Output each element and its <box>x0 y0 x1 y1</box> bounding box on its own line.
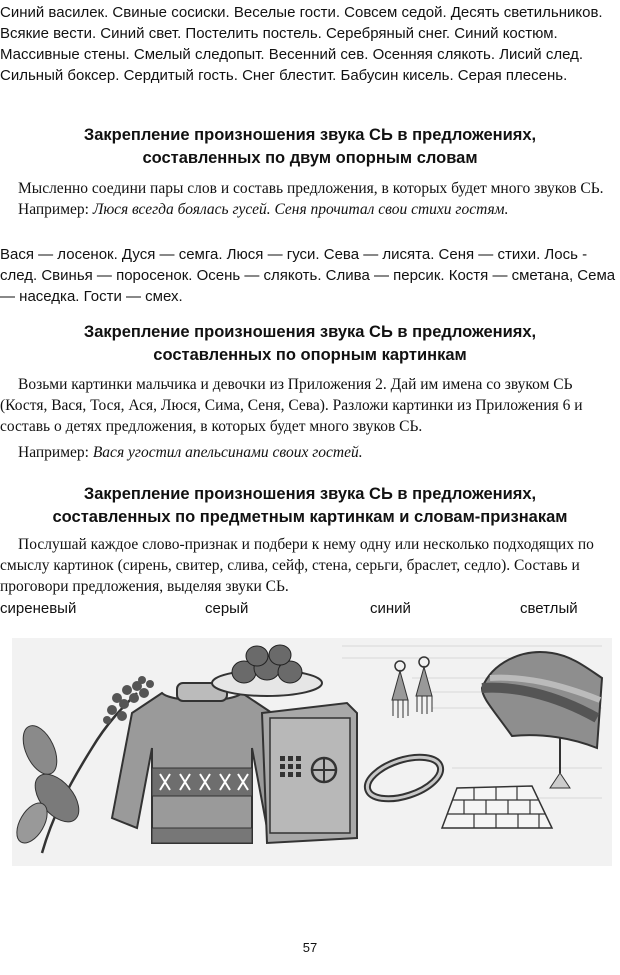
section2-example-label: Например: <box>18 444 89 461</box>
adjective-row <box>0 600 620 622</box>
brick-wall-icon <box>442 786 552 828</box>
objects-illustration <box>12 638 612 866</box>
section1-heading-line2: составленных по двум опорным словам <box>142 149 478 167</box>
section3-instruction: Послушай каждое слово-признак и подбери к нему одну или несколько подходящих по смыслу картинок (сирень, свитер, слива, сейф, стена, серьги, браслет, седло). Составь и проговори предложения, выделяя звуки СЬ. <box>0 536 594 595</box>
section2-instruction: Возьми картинки мальчика и девочки из Приложения 2. Дай им имена со звуком СЬ (Костя, Вася, Тося, Ася, Люся, Сима, Сеня, Сева). Разложи картинки из Приложения 6 и составь о детях предложения, в которых будет много звуков СЬ. <box>0 376 583 435</box>
section1-body <box>0 178 620 220</box>
section1-heading <box>0 124 620 170</box>
section1-heading-line1: Закрепление произношения звука СЬ в предложениях, <box>83 126 537 144</box>
section3-heading <box>0 483 620 529</box>
section2-example-text: Вася угостил апельсинами своих гостей. <box>92 444 363 461</box>
section2-heading <box>0 321 620 367</box>
adjective-word: сиреневый <box>0 600 77 617</box>
section1-example-label: Например: <box>18 201 89 218</box>
section2-heading-line1: Закрепление произношения звука СЬ в предложениях, <box>83 323 537 341</box>
adjective-word: серый <box>205 600 249 617</box>
intro-paragraph-block <box>0 2 620 86</box>
section3-body <box>0 534 620 597</box>
adjective-word: синий <box>370 600 411 617</box>
section1-pairs-block <box>0 244 620 307</box>
section2-example-block <box>0 442 620 463</box>
section2-example <box>0 442 620 463</box>
section1-example-text: Люся всегда боялась гусей. Сеня прочитал свои стихи гостям. <box>92 201 509 218</box>
section2-heading-line2: составленных по опорным картинкам <box>153 346 467 364</box>
page-number: 57 <box>302 940 318 955</box>
section1-instruction: Мысленно соедини пары слов и составь предложения, в которых будет много звуков СЬ. <box>18 180 604 197</box>
section1-example <box>0 199 620 220</box>
section2-body <box>0 374 620 437</box>
section3-heading-line1: Закрепление произношения звука СЬ в предложениях, <box>83 485 537 503</box>
safe-icon <box>262 703 357 843</box>
intro-paragraph: Синий василек. Свиные сосиски. Веселые гости. Совсем седой. Десять светильников. Всякие вести. Синий свет. Постелить постель. Серебряный снег. Синий костюм. Массивные стены. Смелый следопыт. Весенний сев. Осенняя слякоть. Лисий след. Сильный боксер. Сердитый гость. Снег блестит. Бабусин кисель. Серая плесень. <box>0 4 603 84</box>
section3-heading-line2: составленных по предметным картинкам и словам-признакам <box>52 508 568 526</box>
adjective-word: светлый <box>520 600 578 617</box>
section1-pairs: Вася — лосенок. Дуся — семга. Люся — гуси. Сева — лисята. Сеня — стихи. Лось - след. Свинья — поросенок. Осень — слякоть. Слива — персик. Костя — сметана, Сема — наседка. Гости — смех. <box>0 246 616 305</box>
